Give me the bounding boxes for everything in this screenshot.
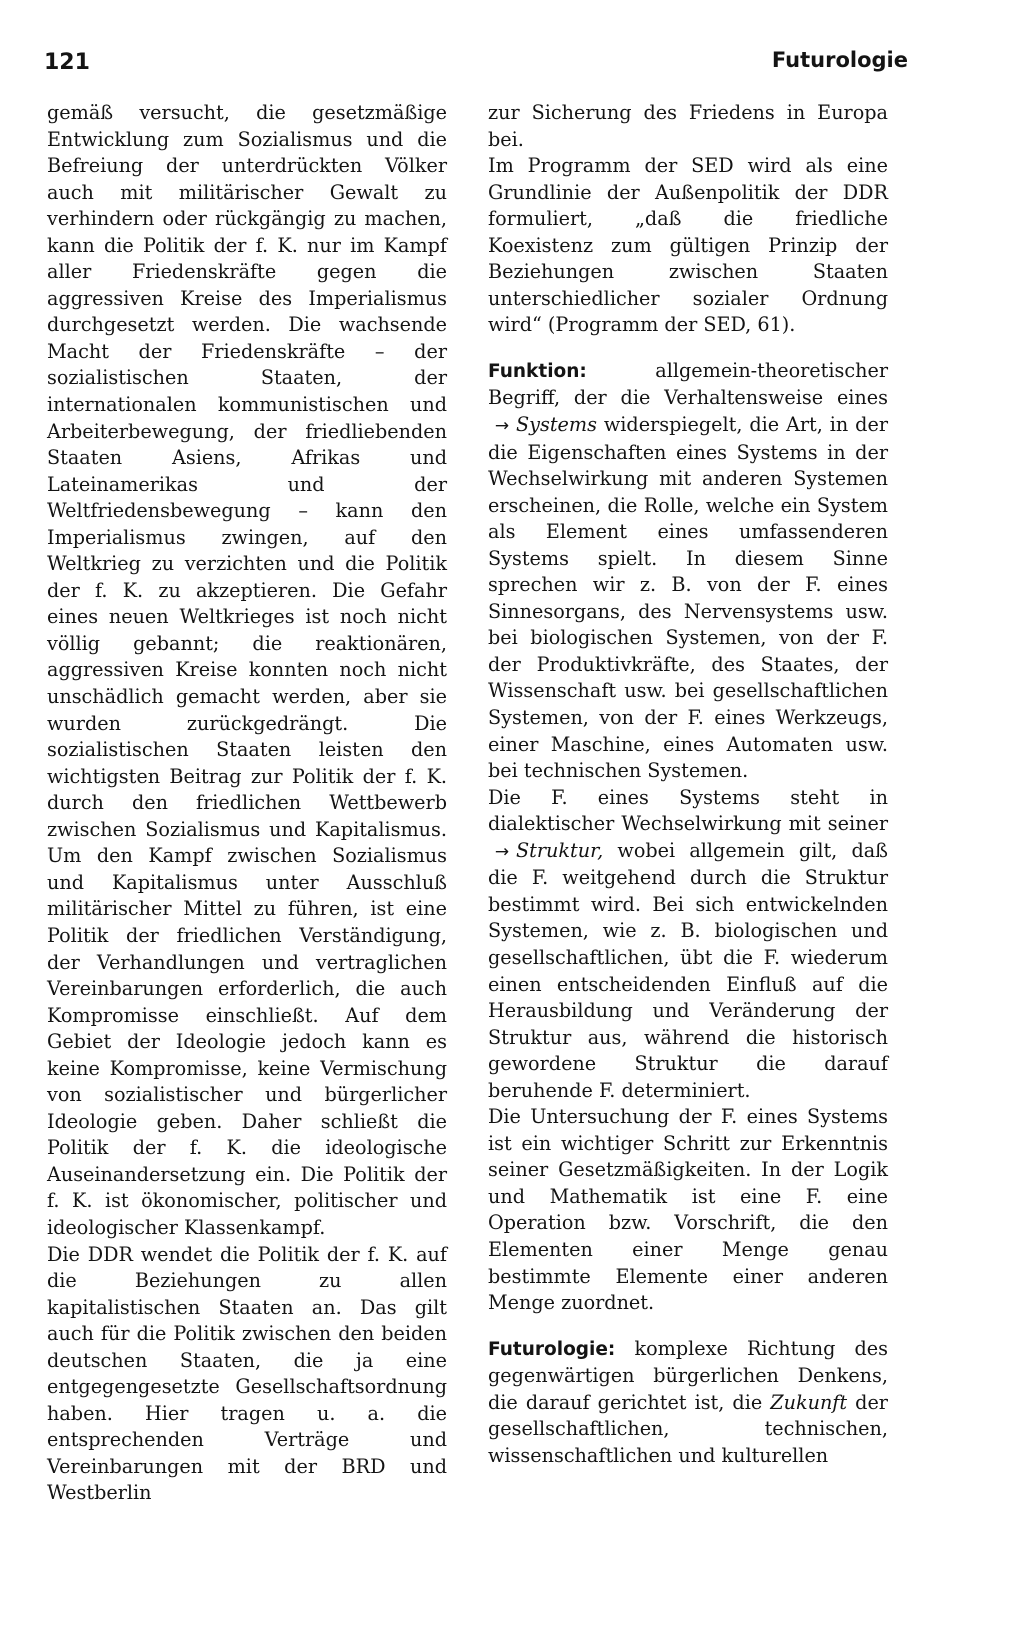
left-column <box>47 100 447 1507</box>
entry-text: komplexe Richtung des gegenwärtigen bürgerlichen Denkens, die darauf gerichtet ist, die <box>488 1336 888 1414</box>
paragraph: zur Sicherung des Friedens in Europa bei. <box>488 101 888 151</box>
entry-text: widerspiegelt, die Art, in der die Eigenschaften eines Systems in der Wechselwirkung mit anderen Systemen erscheinen, die Rolle, welche ein System als Element eines umfassenderen Systems spielt. In diesem Sinne sprechen wir z. B. von der F. eines Sinnesorgans, des Nervensystems usw. bei biologischen Systemen, von der F. der Produktivkräfte, des Staates, der Wissenschaft usw. bei gesellschaftlichen Systemen, von der F. eines Werkzeugs, einer Maschine, eines Automaten usw. bei technischen Systemen. <box>488 413 888 783</box>
paragraph: Die Untersuchung der F. eines Systems ist ein wichtiger Schritt zur Erkenntnis seiner Gesetzmäßigkeiten. In der Logik und Mathematik ist eine F. eine Operation bzw. Vorschrift, die den Elementen einer Menge genau bestimmte Elemente einer anderen Menge zuordnet. <box>488 1105 888 1315</box>
cross-reference-link[interactable]: Zukunft <box>770 1390 848 1414</box>
entry-funktion <box>488 358 888 785</box>
entry-text: allgemein-theoretischer Begriff, der die Verhaltensweise eines <box>488 358 888 410</box>
cross-reference-arrow-icon: → <box>494 416 510 437</box>
paragraph: Im Programm der SED wird als eine Grundlinie der Außenpolitik der DDR formuliert, „daß die friedliche Koexistenz zum gültigen Prinzip der Beziehungen zwischen Staaten unterschiedlicher sozialer Ordnung wird“ (Programm der SED, 61). <box>488 154 888 337</box>
page-number: 121 <box>44 50 90 75</box>
cross-reference-link[interactable]: Systems <box>516 413 597 437</box>
cross-reference-arrow-icon: → <box>494 841 510 862</box>
entry-term: Funktion: <box>488 360 587 382</box>
entry-futurologie <box>488 1336 888 1470</box>
entry-term: Futurologie: <box>488 1338 616 1360</box>
paragraph-text: Die F. eines Systems steht in dialektischer Wechselwirkung mit seiner <box>488 785 888 836</box>
right-column <box>488 100 888 1469</box>
paragraph: Die DDR wendet die Politik der f. K. auf die Beziehungen zu allen kapitalistischen Staaten an. Das gilt auch für die Politik zwischen den beiden deutschen Staaten, die ja eine entgegengesetzte Gesellschaftsordnung haben. Hier tragen u. a. die entsprechenden Verträge und Vereinbarungen mit der BRD und Westberlin <box>47 1242 447 1505</box>
running-head: Futurologie <box>771 48 908 72</box>
paragraph <box>488 785 888 1105</box>
paragraph-text: wobei allgemein gilt, daß die F. weitgehend durch die Struktur bestimmt wird. Bei sich entwickelnden Systemen, wie z. B. biologischen und gesellschaftlichen, übt die F. wiederum einen entscheidenden Einfluß auf die Herausbildung und Veränderung der Struktur aus, während die historisch gewordene Struktur die darauf beruhende F. determiniert. <box>488 838 888 1102</box>
cross-reference-link[interactable]: Struktur, <box>516 838 604 862</box>
paragraph: gemäß versucht, die gesetzmäßige Entwicklung zum Sozialismus und die Befreiung der unterdrückten Völker auch mit militärischer Gewalt zu verhindern oder rückgängig zu machen, kann die Politik der f. K. nur im Kampf aller Friedenskräfte gegen die aggressiven Kreise des Imperialismus durchgesetzt werden. Die wachsende Macht der Friedenskräfte – der sozialistischen Staaten, der internationalen kommunistischen und Arbeiterbewegung, der friedliebenden Staaten Asiens, Afrikas und Lateinamerikas und der Weltfriedensbewegung – kann den Imperialismus zwingen, auf den Weltkrieg zu verzichten und die Politik der f. K. zu akzeptieren. Die Gefahr eines neuen Weltkrieges ist noch nicht völlig gebannt; die reaktionären, aggressiven Kreise konnten noch nicht unschädlich gemacht werden, aber sie wurden zurückgedrängt. Die sozialistischen Staaten leisten den wichtigsten Beitrag zur Politik der f. K. durch den friedlichen Wettbewerb zwischen Sozialismus und Kapitalismus. Um den Kampf zwischen Sozialismus und Kapitalismus unter Ausschluß militärischer Mittel zu führen, ist eine Politik der friedlichen Verständigung, der Verhandlungen und vertraglichen Vereinbarungen erforderlich, die auch Kompromisse einschließt. Auf dem Gebiet der Ideologie jedoch kann es keine Kompromisse, keine Vermischung von sozialistischer und bürgerlicher Ideologie geben. Daher schließt die Politik der f. K. die ideologische Auseinandersetzung ein. Die Politik der f. K. ist ökonomischer, politischer und ideologischer Klassenkampf. <box>47 101 447 1239</box>
entry-text: der gesellschaftlichen, technischen, wissenschaftlichen und kulturellen <box>488 1390 888 1467</box>
